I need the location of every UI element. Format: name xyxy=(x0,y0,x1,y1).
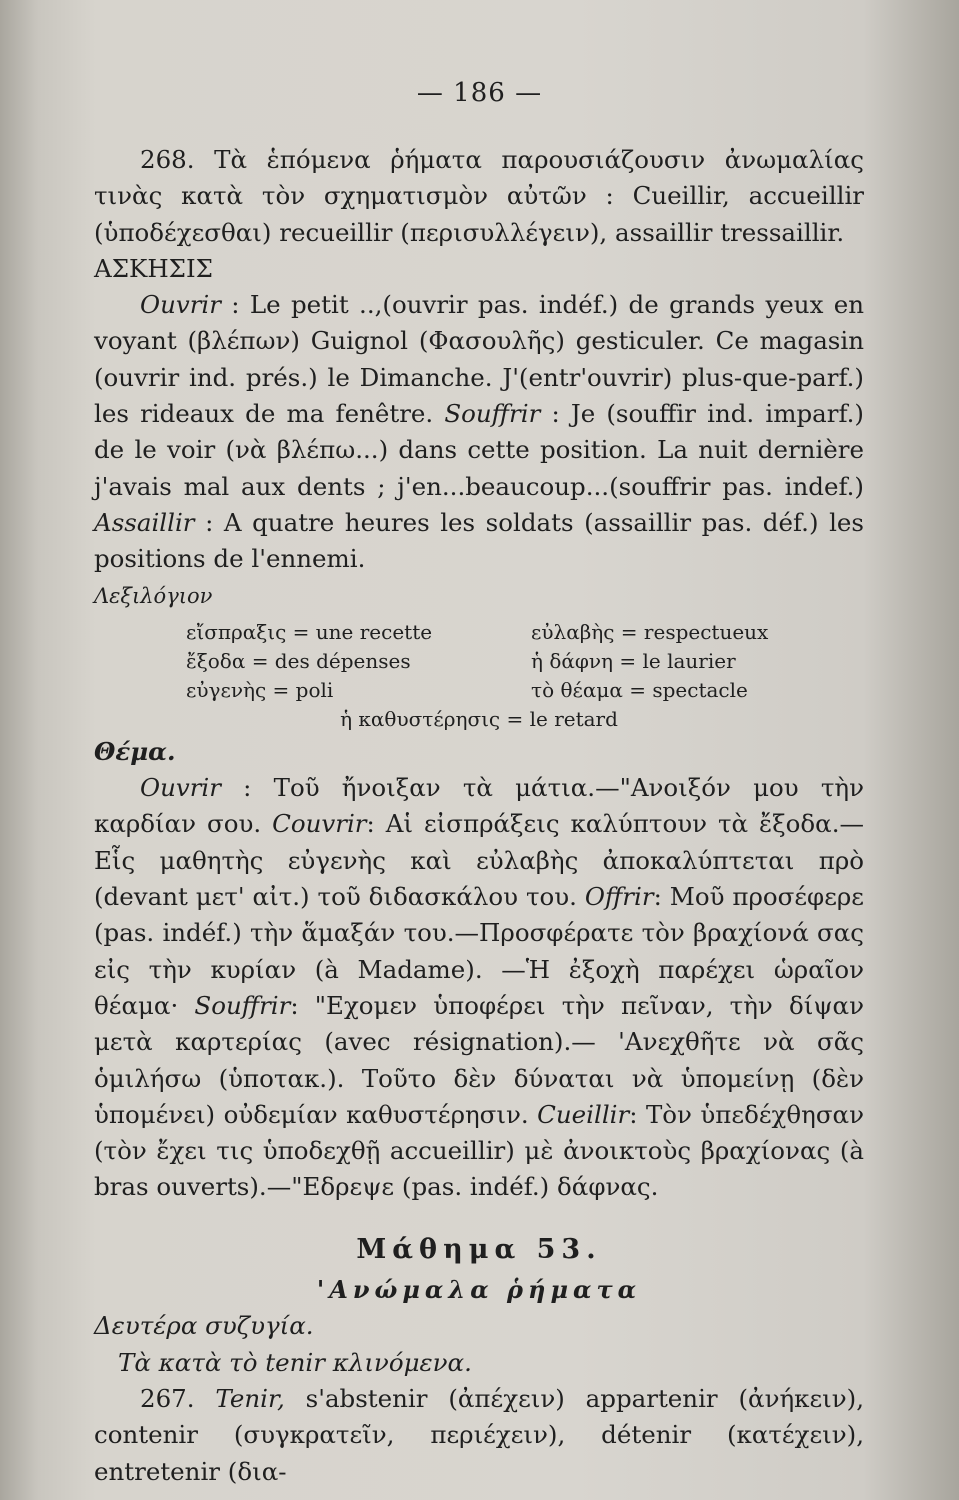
verb-label: Cueillir xyxy=(537,1099,630,1129)
paragraph-number: 268. xyxy=(140,145,195,174)
verb-label: Ouvrir xyxy=(140,290,221,320)
exercise-sentence: : Le petit ..,(ouvrir pas. indéf.) de grands yeux en voyant (βλέπων) Guignol (Φασουλῆς) gesticuler. Ce magasin (ouvrir ind. prés.) le Dimanche. J'(entr'ouvrir) plus-que-parf.) les rideaux de ma fenêtre. xyxy=(94,290,864,429)
glossary xyxy=(186,618,846,705)
glossary-entry: τὸ θέαμα = spectacle xyxy=(531,677,748,702)
paragraph-268 xyxy=(94,142,864,251)
exercise-text xyxy=(94,287,864,577)
glossary-entry: ἔξοδα = des dépenses xyxy=(186,648,411,673)
verb-label: Souffrir xyxy=(194,990,291,1020)
glossary-entry: ἡ καθυστέρησις = le retard xyxy=(340,706,618,731)
theme-sentence: : "Εχομεν ὑποφέρει τὴν πεῖναν, τὴν δίψαν μετὰ καρτερίας (avec résignation).— 'Ανεχθῆτε νὰ σᾶς ὁμιλήσω (ὑποτακ.). Τοῦτο δὲν δύναται νὰ ὑπομείνῃ (δὲν ὑπομένει) οὐδεμίαν καθυστέρησιν. xyxy=(94,990,864,1129)
exercise-heading: ΑΣΚΗΣΙΣ xyxy=(94,253,214,283)
lesson-conjugation: Δευτέρα συζυγία. xyxy=(94,1311,314,1341)
glossary-entry: ἡ δάφνη = le laurier xyxy=(531,648,736,673)
paragraph-number: 267. xyxy=(140,1383,195,1413)
verb-label: Assaillir xyxy=(94,507,195,537)
glossary-entry: εὐλαβὴς = respectueux xyxy=(531,619,769,644)
paragraph-text: s'abstenir (ἀπέχειν) appartenir (ἀνήκειν), contenir (συγκρατεῖν, περιέχειν), détenir (κατέχειν), entretenir (δια- xyxy=(94,1383,864,1486)
theme-sentence: : Αἱ εἰσπράξεις καλύπτουν τὰ ἔξοδα.—Εἷς μαθητὴς εὐγενὴς καὶ εὐλαβὴς ἀποκαλύπτεται πρὸ (devant μετ' αἰτ.) τοῦ διδασκάλου του. xyxy=(94,809,864,912)
main-text xyxy=(94,142,864,1490)
glossary-title: Λεξιλόγιον xyxy=(94,583,213,608)
verb-label: Ouvrir xyxy=(140,773,221,803)
theme-heading: Θέμα. xyxy=(94,736,176,766)
glossary-entry: εὐγενὴς = poli xyxy=(186,677,334,702)
verb-label: Tenir, xyxy=(215,1383,285,1413)
verb-label: Souffrir xyxy=(444,399,541,429)
exercise-sentence: : A quatre heures les soldats (assaillir pas. déf.) les positions de l'ennemi. xyxy=(94,507,864,574)
page-number: — 186 — xyxy=(416,78,543,108)
paragraph-text: Τὰ ἑπόμενα ῥήματα παρουσιάζουσιν ἀνωμαλίας τινὰς κατὰ τὸν σχηματισμὸν αὐτῶν : Cueillir, accueillir (ὑποδέχεσθαι) recueillir (περισυλλέγειν), assaillir tressaillir. xyxy=(94,145,864,247)
lesson-intro: Τὰ κατὰ τὸ tenir κλινόμενα. xyxy=(118,1347,472,1377)
verb-label: Couvrir xyxy=(272,809,367,839)
lesson-subheading: 'Ανώμαλα ῥήματα xyxy=(316,1275,642,1305)
exercise-sentence: : Je (souffir ind. imparf.) de le voir (νὰ βλέπω...) dans cette position. La nuit dernière j'avais mal aux dents ; j'en...beaucoup...(souffrir pas. indef.) xyxy=(94,399,864,501)
theme-text xyxy=(94,770,864,1206)
theme-sentence: : Τὸν ὑπεδέχθησαν (τὸν ἔχει τις ὑποδεχθῇ accueillir) μὲ ἀνοικτοὺς βραχίονας (à bras ouverts).—"Εδρεψε (pas. indéf.) δάφνας. xyxy=(94,1099,864,1202)
theme-sentence: : Τοῦ ἤνοιξαν τὰ μάτια.—"Ανοιξόν μου τὴν καρδίαν σου. xyxy=(94,773,864,839)
paragraph-267 xyxy=(94,1381,864,1490)
verb-label: Offrir xyxy=(584,882,654,912)
theme-sentence: : Μοῦ προσέφερε (pas. indéf.) τὴν ἅμαξάν του.—Προσφέρατε τὸν βραχίονά σας εἰς τὴν κυρίαν (à Madame). —Ἡ ἐξοχὴ παρέχει ὡραῖον θέαμα· xyxy=(94,882,864,1020)
glossary-entry: εἴσπραξις = une recette xyxy=(186,619,433,644)
lesson-heading: Μάθημα 53. xyxy=(356,1233,602,1265)
